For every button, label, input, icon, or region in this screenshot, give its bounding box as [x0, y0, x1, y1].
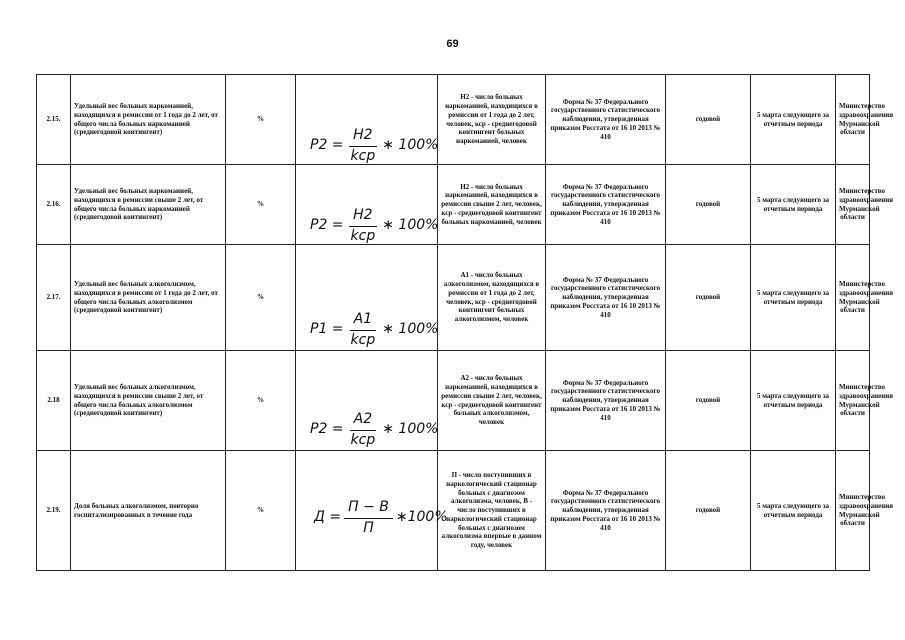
- formula-fraction: [347, 207, 380, 245]
- unit: %: [226, 165, 296, 245]
- row-number: 2.19.: [37, 451, 71, 571]
- formula-cell: [296, 451, 448, 571]
- table-row: [37, 351, 870, 451]
- deadline: 5 марта следующего за отчетным периода: [751, 351, 836, 451]
- unit: %: [226, 75, 296, 165]
- formula: [310, 411, 438, 449]
- data-source: Форма № 37 Федерального государственного статистического наблюдения, утвержденная приказом Росстата от 16 10 2013 № 410: [546, 351, 666, 451]
- indicator-name: Удельный вес больных алкоголизмом, находящихся в ремиссии свыше 2 лет, от общего числа больных алкоголизмом (среднегодовой контингент): [71, 351, 226, 451]
- table-row: [37, 165, 870, 245]
- responsible: Министерство здравоохранения Мурманской области: [836, 75, 870, 165]
- indicator-name: Доля больных алкоголизмом, повторно госпитализированных в течение года: [71, 451, 226, 571]
- unit: %: [226, 351, 296, 451]
- formula-numerator: П − В: [344, 499, 393, 519]
- table-row: [37, 451, 870, 571]
- page-number: 69: [446, 38, 459, 50]
- responsible: Министерство здравоохранения Мурманской области: [836, 165, 870, 245]
- formula-denominator: kcp: [350, 331, 376, 348]
- table-row: [37, 75, 870, 165]
- formula-fraction: [347, 127, 380, 165]
- formula-cell: [296, 75, 438, 165]
- formula-cell: [296, 165, 438, 245]
- data-source: Форма № 37 Федерального государственного статистического наблюдения, утвержденная приказом Росстата от 16 10 2013 № 410: [546, 75, 666, 165]
- deadline: 5 марта следующего за отчетным периода: [751, 245, 836, 351]
- periodicity: годовой: [666, 451, 751, 571]
- formula-numerator: A1: [350, 311, 376, 331]
- formula-cell: [296, 351, 438, 451]
- formula-rhs: ∗ 100%: [382, 217, 439, 234]
- periodicity: годовой: [666, 165, 751, 245]
- formula: [310, 207, 438, 245]
- formula-fraction: [347, 411, 380, 449]
- data-source: Форма № 37 Федерального государственного статистического наблюдения, утвержденная приказом Росстата от 16 10 2013 № 410: [546, 451, 666, 571]
- variables-description: Н2 - число больных наркоманией, находящихся в ремиссии свыше 2 лет, человек, ксp - среднегодовой контингент больных наркоманией, человек: [438, 165, 546, 245]
- formula-rhs: ∗ 100%: [382, 137, 439, 154]
- formula-fraction: [344, 499, 393, 537]
- formula-denominator: kcp: [350, 147, 376, 164]
- formula-lhs: P2 =: [310, 217, 344, 234]
- formula-lhs: P2 =: [310, 137, 344, 154]
- variables-description: А1 - число больных алкоголизмом, находящихся в ремиссии от 1 года до 2 лет, человек, ксp - среднегодовой контингент больных алкоголизмом, человек: [438, 245, 546, 351]
- formula: [310, 311, 438, 349]
- formula-rhs: ∗100%: [395, 509, 448, 526]
- formula-numerator: A2: [350, 411, 376, 431]
- formula-denominator: П: [363, 519, 374, 536]
- periodicity: годовой: [666, 75, 751, 165]
- indicator-name: Удельный вес больных наркоманией, находящихся в ремиссии свыше 2 лет, от общего числа больных наркоманией (среднегодовой контингент): [71, 165, 226, 245]
- row-number: 2.16.: [37, 165, 71, 245]
- row-number: 2.18: [37, 351, 71, 451]
- table-row: [37, 245, 870, 351]
- formula-rhs: ∗ 100%: [382, 321, 439, 338]
- indicator-name: Удельный вес больных наркоманией, находящихся в ремиссии от 1 года до 2 лет, от общего числа больных наркоманией (среднегодовой контингент): [71, 75, 226, 165]
- data-source: Форма № 37 Федерального государственного статистического наблюдения, утвержденная приказом Росстата от 16 10 2013 № 410: [546, 165, 666, 245]
- formula-denominator: kcp: [350, 431, 376, 448]
- formula: [310, 127, 438, 165]
- formula-lhs: P1 =: [310, 321, 344, 338]
- formula-denominator: kcp: [350, 227, 376, 244]
- deadline: 5 марта следующего за отчетным периода: [751, 451, 836, 571]
- row-number: 2.17.: [37, 245, 71, 351]
- formula-fraction: [347, 311, 380, 349]
- formula-rhs: ∗ 100%: [382, 421, 439, 438]
- periodicity: годовой: [666, 245, 751, 351]
- variables-description: П - число поступивших в наркологический стационар больных с диагнозом алкоголизма, человек, В - число поступивших в наркологический стационар больных с диагнозом алкоголизма впервые в данном году, человек: [438, 451, 546, 571]
- unit: %: [226, 451, 296, 571]
- indicators-table: [36, 74, 894, 571]
- formula: [314, 499, 448, 537]
- indicator-name: Удельный вес больных алкоголизмом, находящихся в ремиссии от 1 года до 2 лет, от общего числа больных алкоголизмом (среднегодовой контингент): [71, 245, 226, 351]
- row-number: 2.15.: [37, 75, 71, 165]
- periodicity: годовой: [666, 351, 751, 451]
- responsible: Министерство здравоохранения Мурманской области: [836, 351, 870, 451]
- responsible: Министерство здравоохранения Мурманской области: [836, 451, 870, 571]
- unit: %: [226, 245, 296, 351]
- formula-numerator: H2: [349, 127, 376, 147]
- formula-cell: [296, 245, 438, 351]
- deadline: 5 марта следующего за отчетным периода: [751, 75, 836, 165]
- responsible: Министерство здравоохранения Мурманской области: [836, 245, 870, 351]
- formula-numerator: H2: [349, 207, 376, 227]
- variables-description: Н2 - число больных наркоманией, находящихся в ремиссии от 1 года до 2 лет, человек, ксp - среднегодовой контингент больных наркоманией, человек: [438, 75, 546, 165]
- formula-lhs: Д =: [314, 509, 342, 526]
- deadline: 5 марта следующего за отчетным периода: [751, 165, 836, 245]
- data-source: Форма № 37 Федерального государственного статистического наблюдения, утвержденная приказом Росстата от 16 10 2013 № 410: [546, 245, 666, 351]
- formula-lhs: P2 =: [310, 421, 344, 438]
- variables-description: А2 - число больных наркоманией, находящихся в ремиссии свыше 2 лет, человек, ксp - среднегодовой контингент больных алкоголизмом, человек: [438, 351, 546, 451]
